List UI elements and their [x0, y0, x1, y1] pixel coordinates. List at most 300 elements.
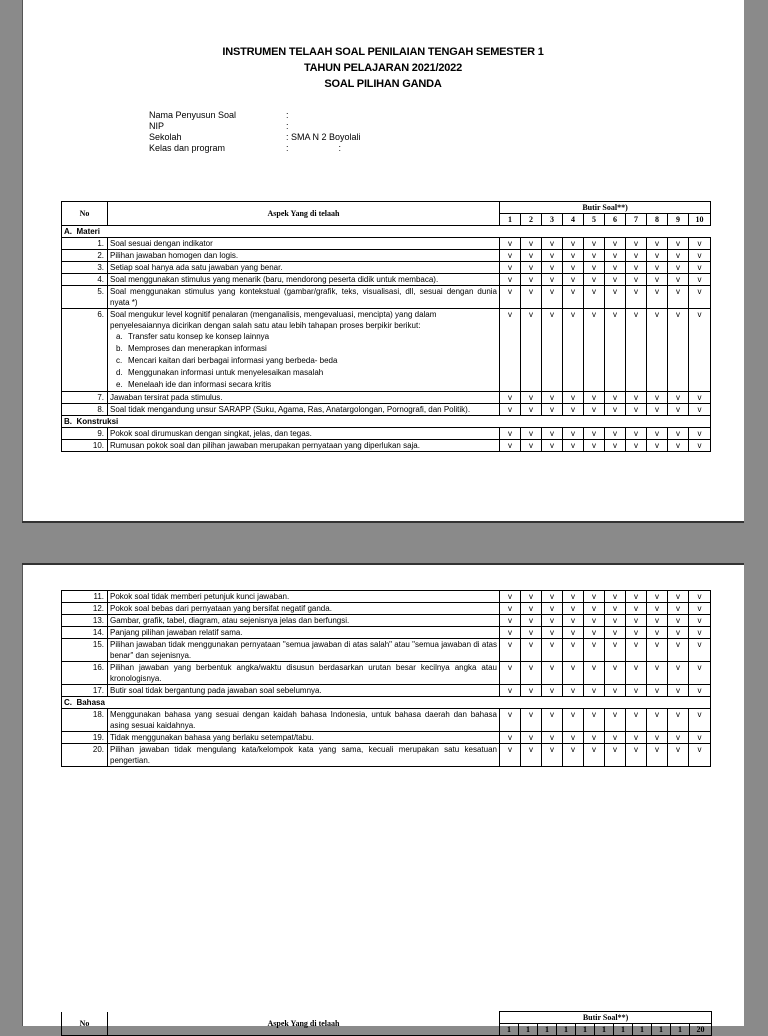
check-mark-cell: v — [647, 392, 668, 404]
check-mark-cell: v — [647, 238, 668, 250]
col-header: 1 — [671, 1024, 690, 1036]
check-mark-cell: v — [584, 685, 605, 697]
check-mark-cell: v — [542, 685, 563, 697]
check-mark-cell: v — [689, 591, 711, 603]
col-header: 20 — [690, 1024, 712, 1036]
check-mark-cell: v — [584, 309, 605, 392]
table-row — [62, 262, 711, 274]
check-mark-cell: v — [542, 274, 563, 286]
check-mark-cell: v — [668, 732, 689, 744]
check-mark-cell: v — [689, 309, 711, 392]
check-mark-cell: v — [500, 685, 521, 697]
item-text: Pokok soal tidak memberi petunjuk kunci jawaban. — [108, 591, 500, 603]
check-mark-cell: v — [500, 662, 521, 685]
item-text: Pilihan jawaban homogen dan logis. — [108, 250, 500, 262]
check-mark-cell: v — [500, 591, 521, 603]
check-mark-cell: v — [689, 274, 711, 286]
check-mark-cell: v — [647, 685, 668, 697]
check-mark-cell: v — [626, 744, 647, 767]
check-mark-cell: v — [584, 286, 605, 309]
check-mark-cell: v — [668, 250, 689, 262]
check-mark-cell: v — [668, 627, 689, 639]
check-mark-cell: v — [668, 262, 689, 274]
col-header: 1 — [500, 1024, 519, 1036]
item-text: Soal tidak mengandung unsur SARAPP (Suku, Agama, Ras, Anatargolongan, Pornografi, dan Politik). — [108, 404, 500, 416]
check-mark-cell: v — [542, 440, 563, 452]
header-no: No — [62, 202, 108, 226]
section-konstruksi: B. Konstruksi — [62, 416, 711, 428]
check-mark-cell: v — [647, 440, 668, 452]
check-mark-cell: v — [689, 238, 711, 250]
table-row — [62, 440, 711, 452]
check-mark-cell: v — [500, 732, 521, 744]
item-no: 14. — [62, 627, 108, 639]
item-no: 12. — [62, 603, 108, 615]
check-mark-cell: v — [521, 428, 542, 440]
item-text: Soal sesuai dengan indikator — [108, 238, 500, 250]
check-mark-cell: v — [689, 440, 711, 452]
check-mark-cell: v — [689, 744, 711, 767]
check-mark-cell: v — [542, 709, 563, 732]
info-label: Nama Penyusun Soal — [149, 110, 237, 120]
table-row — [62, 685, 711, 697]
check-mark-cell: v — [542, 627, 563, 639]
check-mark-cell: v — [605, 238, 626, 250]
check-mark-cell: v — [563, 662, 584, 685]
info-value: : — [286, 121, 289, 131]
check-mark-cell: v — [521, 744, 542, 767]
header-aspek: Aspek Yang di telaah — [108, 1012, 500, 1036]
check-mark-cell: v — [500, 603, 521, 615]
check-mark-cell: v — [542, 615, 563, 627]
check-mark-cell: v — [605, 392, 626, 404]
document-page-1 — [22, 0, 744, 523]
author-info — [149, 110, 361, 154]
check-mark-cell: v — [626, 404, 647, 416]
item-no: 9. — [62, 428, 108, 440]
col-header: 7 — [626, 214, 647, 226]
item-no: 4. — [62, 274, 108, 286]
check-mark-cell: v — [605, 250, 626, 262]
check-mark-cell: v — [584, 627, 605, 639]
check-mark-cell: v — [500, 627, 521, 639]
item-no: 3. — [62, 262, 108, 274]
check-mark-cell: v — [584, 238, 605, 250]
check-mark-cell: v — [605, 428, 626, 440]
check-mark-cell: v — [500, 428, 521, 440]
check-mark-cell: v — [668, 615, 689, 627]
check-mark-cell: v — [563, 639, 584, 662]
check-mark-cell: v — [689, 627, 711, 639]
check-mark-cell: v — [626, 615, 647, 627]
table-row — [62, 732, 711, 744]
check-mark-cell: v — [668, 428, 689, 440]
check-mark-cell: v — [668, 238, 689, 250]
item-text: Gambar, grafik, tabel, diagram, atau sejenisnya jelas dan berfungsi. — [108, 615, 500, 627]
check-mark-cell: v — [542, 639, 563, 662]
check-mark-cell: v — [668, 685, 689, 697]
section-materi: A. Materi — [62, 226, 711, 238]
check-mark-cell: v — [500, 404, 521, 416]
check-mark-cell: v — [563, 709, 584, 732]
info-value: : : — [286, 143, 342, 153]
check-mark-cell: v — [605, 744, 626, 767]
check-mark-cell: v — [500, 238, 521, 250]
check-mark-cell: v — [605, 603, 626, 615]
check-mark-cell: v — [563, 274, 584, 286]
sub-item: c. Mencari kaitan dari berbagai informasi yang berbeda- beda — [116, 356, 338, 365]
header-butir: Butir Soal**) — [500, 202, 711, 214]
check-mark-cell: v — [521, 627, 542, 639]
check-mark-cell: v — [605, 262, 626, 274]
check-mark-cell: v — [626, 286, 647, 309]
check-mark-cell: v — [647, 262, 668, 274]
item-text — [108, 309, 500, 392]
check-mark-cell: v — [668, 662, 689, 685]
check-mark-cell: v — [563, 286, 584, 309]
review-table-2 — [61, 590, 711, 767]
check-mark-cell: v — [626, 440, 647, 452]
check-mark-cell: v — [500, 309, 521, 392]
check-mark-cell: v — [605, 309, 626, 392]
item-text: Pokok soal bebas dari pernyataan yang bersifat negatif ganda. — [108, 603, 500, 615]
check-mark-cell: v — [563, 440, 584, 452]
col-header: 9 — [668, 214, 689, 226]
check-mark-cell: v — [626, 428, 647, 440]
check-mark-cell: v — [689, 392, 711, 404]
table-row — [62, 639, 711, 662]
table-row — [62, 250, 711, 262]
col-header: 1 — [500, 214, 521, 226]
check-mark-cell: v — [542, 662, 563, 685]
check-mark-cell: v — [626, 262, 647, 274]
item-no: 15. — [62, 639, 108, 662]
table-row — [62, 662, 711, 685]
col-header: 5 — [584, 214, 605, 226]
item-no: 7. — [62, 392, 108, 404]
item-text: Pilihan jawaban tidak mengulang kata/kelompok kata yang sama, kecuali merupakan satu kesatuan pengertian. — [108, 744, 500, 767]
item-main-text: Soal mengukur level kognitif penalaran (menganalisis, mengevaluasi, mencipta) yang dalam penyelesaiannya dicirikan dengan salah satu atau lebih tahapan proses berpikir berikut: — [110, 310, 437, 330]
check-mark-cell: v — [647, 274, 668, 286]
item-text: Jawaban tersirat pada stimulus. — [108, 392, 500, 404]
col-header: 1 — [614, 1024, 633, 1036]
table-row — [62, 428, 711, 440]
check-mark-cell: v — [521, 250, 542, 262]
col-header: 3 — [542, 214, 563, 226]
check-mark-cell: v — [542, 286, 563, 309]
check-mark-cell: v — [584, 392, 605, 404]
check-mark-cell: v — [626, 274, 647, 286]
check-mark-cell: v — [521, 685, 542, 697]
item-text: Tidak menggunakan bahasa yang berlaku setempat/tabu. — [108, 732, 500, 744]
review-table-1 — [61, 201, 711, 452]
check-mark-cell: v — [647, 709, 668, 732]
check-mark-cell: v — [521, 639, 542, 662]
table-row — [62, 627, 711, 639]
check-mark-cell: v — [689, 732, 711, 744]
check-mark-cell: v — [563, 732, 584, 744]
header-aspek: Aspek Yang di telaah — [108, 202, 500, 226]
check-mark-cell: v — [521, 440, 542, 452]
check-mark-cell: v — [668, 309, 689, 392]
check-mark-cell: v — [500, 744, 521, 767]
check-mark-cell: v — [626, 732, 647, 744]
check-mark-cell: v — [626, 639, 647, 662]
item-no: 8. — [62, 404, 108, 416]
check-mark-cell: v — [521, 603, 542, 615]
info-label: NIP — [149, 121, 165, 131]
check-mark-cell: v — [668, 274, 689, 286]
check-mark-cell: v — [647, 250, 668, 262]
item-no: 11. — [62, 591, 108, 603]
check-mark-cell: v — [689, 428, 711, 440]
item-no: 10. — [62, 440, 108, 452]
col-header: 6 — [605, 214, 626, 226]
check-mark-cell: v — [521, 309, 542, 392]
check-mark-cell: v — [605, 591, 626, 603]
table-row — [62, 392, 711, 404]
check-mark-cell: v — [668, 404, 689, 416]
check-mark-cell: v — [647, 627, 668, 639]
check-mark-cell: v — [563, 685, 584, 697]
item-no: 17. — [62, 685, 108, 697]
check-mark-cell: v — [689, 262, 711, 274]
check-mark-cell: v — [521, 615, 542, 627]
check-mark-cell: v — [605, 404, 626, 416]
check-mark-cell: v — [668, 392, 689, 404]
item-no: 2. — [62, 250, 108, 262]
table-row — [62, 591, 711, 603]
check-mark-cell: v — [521, 732, 542, 744]
check-mark-cell: v — [647, 428, 668, 440]
item-no: 18. — [62, 709, 108, 732]
check-mark-cell: v — [542, 591, 563, 603]
check-mark-cell: v — [542, 250, 563, 262]
check-mark-cell: v — [563, 627, 584, 639]
info-label: Kelas dan program — [149, 143, 226, 153]
check-mark-cell: v — [521, 286, 542, 309]
check-mark-cell: v — [584, 709, 605, 732]
col-header: 8 — [647, 214, 668, 226]
check-mark-cell: v — [500, 274, 521, 286]
check-mark-cell: v — [647, 404, 668, 416]
check-mark-cell: v — [626, 603, 647, 615]
table-row — [62, 286, 711, 309]
item-text: Butir soal tidak bergantung pada jawaban soal sebelumnya. — [108, 685, 500, 697]
check-mark-cell: v — [647, 639, 668, 662]
check-mark-cell: v — [668, 286, 689, 309]
check-mark-cell: v — [647, 603, 668, 615]
check-mark-cell: v — [584, 274, 605, 286]
check-mark-cell: v — [689, 286, 711, 309]
info-value: : — [286, 110, 289, 120]
sub-item: e. Menelaah ide dan informasi secara kritis — [116, 380, 272, 389]
check-mark-cell: v — [542, 404, 563, 416]
item-text: Pilihan jawaban tidak menggunakan pernyataan "semua jawaban di atas salah" atau "semua jawaban di atas benar" dan sejenisnya. — [108, 639, 500, 662]
check-mark-cell: v — [542, 309, 563, 392]
check-mark-cell: v — [542, 603, 563, 615]
item-no: 6. — [62, 309, 108, 392]
check-mark-cell: v — [584, 639, 605, 662]
check-mark-cell: v — [647, 662, 668, 685]
sub-item: a. Transfer satu konsep ke konsep lainnya — [116, 332, 270, 341]
table-row — [62, 615, 711, 627]
check-mark-cell: v — [689, 603, 711, 615]
check-mark-cell: v — [563, 744, 584, 767]
check-mark-cell: v — [626, 709, 647, 732]
check-mark-cell: v — [584, 440, 605, 452]
col-header: 1 — [519, 1024, 538, 1036]
info-value: : SMA N 2 Boyolali — [286, 132, 361, 142]
check-mark-cell: v — [626, 662, 647, 685]
check-mark-cell: v — [668, 591, 689, 603]
col-header: 1 — [557, 1024, 576, 1036]
check-mark-cell: v — [563, 603, 584, 615]
check-mark-cell: v — [542, 392, 563, 404]
check-mark-cell: v — [500, 286, 521, 309]
check-mark-cell: v — [605, 639, 626, 662]
check-mark-cell: v — [605, 685, 626, 697]
check-mark-cell: v — [689, 685, 711, 697]
check-mark-cell: v — [584, 744, 605, 767]
check-mark-cell: v — [647, 732, 668, 744]
item-text: Soal menggunakan stimulus yang menarik (baru, mendorong peserta didik untuk membaca). — [108, 274, 500, 286]
check-mark-cell: v — [626, 309, 647, 392]
col-header: 1 — [576, 1024, 595, 1036]
check-mark-cell: v — [500, 440, 521, 452]
item-no: 20. — [62, 744, 108, 767]
check-mark-cell: v — [626, 591, 647, 603]
check-mark-cell: v — [500, 709, 521, 732]
check-mark-cell: v — [542, 732, 563, 744]
check-mark-cell: v — [647, 615, 668, 627]
check-mark-cell: v — [689, 709, 711, 732]
sub-item: d. Menggunakan informasi untuk menyelesaikan masalah — [116, 368, 324, 377]
check-mark-cell: v — [500, 615, 521, 627]
item-no: 1. — [62, 238, 108, 250]
col-header: 2 — [521, 214, 542, 226]
item-text: Panjang pilihan jawaban relatif sama. — [108, 627, 500, 639]
col-header: 1 — [595, 1024, 614, 1036]
check-mark-cell: v — [668, 744, 689, 767]
check-mark-cell: v — [521, 262, 542, 274]
check-mark-cell: v — [689, 250, 711, 262]
check-mark-cell: v — [689, 404, 711, 416]
check-mark-cell: v — [584, 404, 605, 416]
check-mark-cell: v — [500, 392, 521, 404]
check-mark-cell: v — [626, 238, 647, 250]
check-mark-cell: v — [626, 392, 647, 404]
check-mark-cell: v — [521, 392, 542, 404]
item-no: 16. — [62, 662, 108, 685]
table-row — [62, 274, 711, 286]
check-mark-cell: v — [647, 744, 668, 767]
check-mark-cell: v — [563, 309, 584, 392]
check-mark-cell: v — [521, 238, 542, 250]
check-mark-cell: v — [668, 603, 689, 615]
check-mark-cell: v — [584, 662, 605, 685]
check-mark-cell: v — [626, 627, 647, 639]
check-mark-cell: v — [689, 615, 711, 627]
item-text: Rumusan pokok soal dan pilihan jawaban merupakan pernyataan yang diperlukan saja. — [108, 440, 500, 452]
check-mark-cell: v — [584, 591, 605, 603]
table-row — [62, 404, 711, 416]
check-mark-cell: v — [563, 615, 584, 627]
check-mark-cell: v — [563, 392, 584, 404]
check-mark-cell: v — [500, 639, 521, 662]
check-mark-cell: v — [500, 250, 521, 262]
check-mark-cell: v — [521, 709, 542, 732]
header-no: No — [62, 1012, 108, 1036]
check-mark-cell: v — [647, 591, 668, 603]
check-mark-cell: v — [605, 732, 626, 744]
section-row — [62, 416, 711, 428]
item-text: Pokok soal dirumuskan dengan singkat, jelas, dan tegas. — [108, 428, 500, 440]
col-header: 10 — [689, 214, 711, 226]
item-text: Pilihan jawaban yang berbentuk angka/waktu disusun berdasarkan urutan besar kecilnya angka atau kronologisnya. — [108, 662, 500, 685]
item-no: 5. — [62, 286, 108, 309]
section-bahasa: C. Bahasa — [62, 697, 711, 709]
table-row — [62, 709, 711, 732]
check-mark-cell: v — [563, 250, 584, 262]
check-mark-cell: v — [626, 250, 647, 262]
check-mark-cell: v — [563, 404, 584, 416]
check-mark-cell: v — [563, 428, 584, 440]
info-label: Sekolah — [149, 132, 182, 142]
check-mark-cell: v — [521, 404, 542, 416]
check-mark-cell: v — [626, 685, 647, 697]
item-no: 13. — [62, 615, 108, 627]
check-mark-cell: v — [584, 428, 605, 440]
item-no: 19. — [62, 732, 108, 744]
check-mark-cell: v — [605, 709, 626, 732]
check-mark-cell: v — [668, 709, 689, 732]
sub-item: b. Memproses dan menerapkan informasi — [116, 344, 267, 353]
check-mark-cell: v — [563, 591, 584, 603]
col-header: 1 — [633, 1024, 652, 1036]
check-mark-cell: v — [584, 615, 605, 627]
col-header: 1 — [538, 1024, 557, 1036]
check-mark-cell: v — [584, 603, 605, 615]
check-mark-cell: v — [563, 262, 584, 274]
check-mark-cell: v — [668, 440, 689, 452]
section-row — [62, 226, 711, 238]
header-butir: Butir Soal**) — [500, 1012, 712, 1024]
check-mark-cell: v — [668, 639, 689, 662]
check-mark-cell: v — [605, 274, 626, 286]
check-mark-cell: v — [500, 262, 521, 274]
table-row — [62, 309, 711, 392]
table-row — [62, 603, 711, 615]
check-mark-cell: v — [605, 662, 626, 685]
check-mark-cell: v — [521, 591, 542, 603]
document-page-2 — [22, 563, 744, 1034]
item-text: Soal menggunakan stimulus yang kontekstual (gambar/grafik, teks, visualisasi, dll, sesuai dengan dunia nyata *) — [108, 286, 500, 309]
item-text: Menggunakan bahasa yang sesuai dengan kaidah bahasa Indonesia, untuk bahasa daerah dan bahasa asing sesuai kaidahnya. — [108, 709, 500, 732]
check-mark-cell: v — [521, 662, 542, 685]
table-row — [62, 238, 711, 250]
check-mark-cell: v — [689, 662, 711, 685]
check-mark-cell: v — [542, 262, 563, 274]
check-mark-cell: v — [542, 744, 563, 767]
section-row — [62, 697, 711, 709]
check-mark-cell: v — [689, 639, 711, 662]
check-mark-cell: v — [605, 286, 626, 309]
item-text: Setiap soal hanya ada satu jawaban yang benar. — [108, 262, 500, 274]
check-mark-cell: v — [584, 250, 605, 262]
check-mark-cell: v — [605, 627, 626, 639]
check-mark-cell: v — [521, 274, 542, 286]
